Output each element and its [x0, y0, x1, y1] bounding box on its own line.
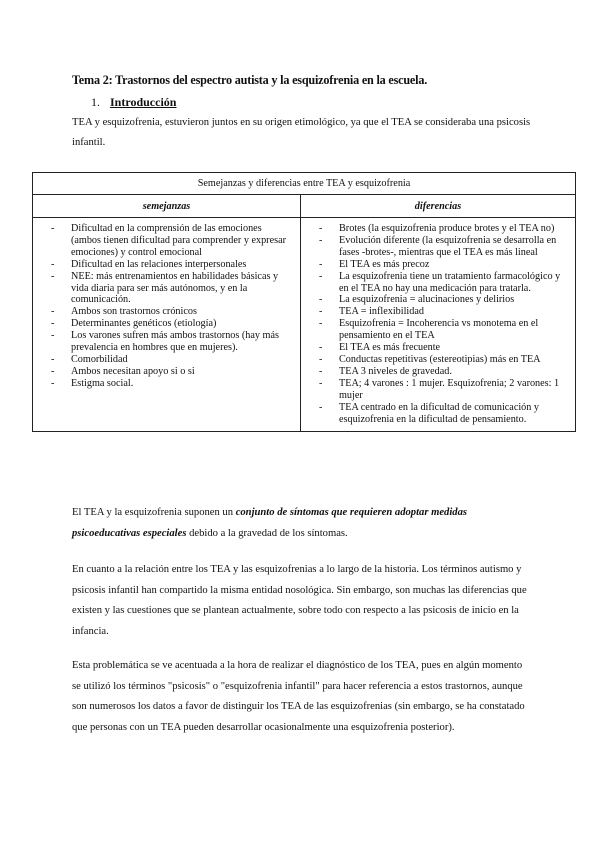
diferencias-item: - El TEA es más precoz — [309, 259, 567, 271]
section-heading — [91, 95, 176, 110]
paragraph-sintomas — [72, 503, 532, 544]
diferencias-item: - La esquizofrenia tiene un tratamiento farmacológico y en el TEA no hay una medicación para tratarla. — [309, 271, 567, 295]
diferencias-item: - Evolución diferente (la esquizofrenia se desarrolla en fases -brotes-, mientras que el TEA es más lineal — [309, 235, 567, 259]
comparison-table — [32, 172, 576, 432]
intro-paragraph: TEA y esquizofrenia, estuvieron juntos en su origen etimológico, ya que el TEA se consideraba una psicosis infantil. — [72, 117, 531, 148]
column-header-semejanzas: semejanzas — [33, 195, 301, 218]
document-title: Tema 2: Trastornos del espectro autista y la esquizofrenia en la escuela. — [72, 73, 428, 87]
diferencias-item: - El TEA es más frecuente — [309, 342, 567, 354]
semejanzas-item: - Estigma social. — [41, 378, 292, 390]
paragraph-sintomas-lead: El TEA y la esquizofrenia suponen un — [72, 507, 236, 518]
semejanzas-item: - Ambos necesitan apoyo si o si — [41, 366, 292, 378]
diferencias-item: - La esquizofrenia = alucinaciones y delirios — [309, 294, 567, 306]
diferencias-item: - TEA centrado en la dificultad de comunicación y esquizofrenia en la dificultad de pensamiento. — [309, 402, 567, 426]
semejanzas-item: - Comorbilidad — [41, 354, 292, 366]
diferencias-item: - TEA = inflexibilidad — [309, 306, 567, 318]
paragraph-diagnostico: Esta problemática se ve acentuada a la hora de realizar el diagnóstico de los TEA, pues en algún momento se utilizó los términos "psicosis" o "esquizofrenia infantil" para hacer referencia a estos trastornos, aunque son numerosos los datos a favor de distinguir los TEA de las esquizofrenias (sin embargo, se ha constatado que personas con un TEA pueden desarrollar ocasionalmente una esquizofrenia posterior). — [72, 660, 525, 733]
section-number: 1. — [91, 95, 100, 109]
semejanzas-item: - NEE: más entrenamientos en habilidades básicas y vida diaria para ser más autónomos, y en la comunicación. — [41, 271, 292, 307]
diferencias-list — [309, 223, 567, 425]
semejanzas-item: - Ambos son trastornos crónicos — [41, 306, 292, 318]
semejanzas-cell — [33, 218, 301, 432]
semejanzas-list — [41, 223, 292, 390]
diferencias-item: - Conductas repetitivas (estereotipias) más en TEA — [309, 354, 567, 366]
table-title: Semejanzas y diferencias entre TEA y esquizofrenia — [33, 173, 576, 195]
semejanzas-item: - Dificultad en la comprensión de las emociones (ambos tienen dificultad para comprender y expresar emociones) y control emocional — [41, 223, 292, 259]
paragraph-sintomas-emphasis: conjunto de síntomas que requieren adoptar medidas psicoeducativas especiales — [72, 507, 468, 539]
section-label: Introducción — [110, 95, 177, 109]
diferencias-cell — [301, 218, 576, 432]
diferencias-item: - TEA; 4 varones : 1 mujer. Esquizofrenia; 2 varones: 1 mujer — [309, 378, 567, 402]
paragraph-historia: En cuanto a la relación entre los TEA y las esquizofrenias a lo largo de la historia. Los términos autismo y psicosis infantil han compartido la misma entidad nosológica. Sin embargo, son muchas las diferencias que existen y las cuestiones que se plantean actualmente, sobre todo con respecto a las psicosis de inicio en la infancia. — [72, 564, 527, 637]
column-header-diferencias: diferencias — [301, 195, 576, 218]
paragraph-sintomas-tail: debido a la gravedad de los síntomas. — [186, 527, 348, 539]
diferencias-item: - TEA 3 niveles de gravedad. — [309, 366, 567, 378]
diferencias-item: - Brotes (la esquizofrenia produce brotes y el TEA no) — [309, 223, 567, 235]
semejanzas-item: - Los varones sufren más ambos trastornos (hay más prevalencia en hombres que en mujeres). — [41, 330, 292, 354]
semejanzas-item: - Dificultad en las relaciones interpersonales — [41, 259, 292, 271]
diferencias-item: - Esquizofrenia = Incoherencia vs monotema en el pensamiento en el TEA — [309, 318, 567, 342]
semejanzas-item: - Determinantes genéticos (etiología) — [41, 318, 292, 330]
